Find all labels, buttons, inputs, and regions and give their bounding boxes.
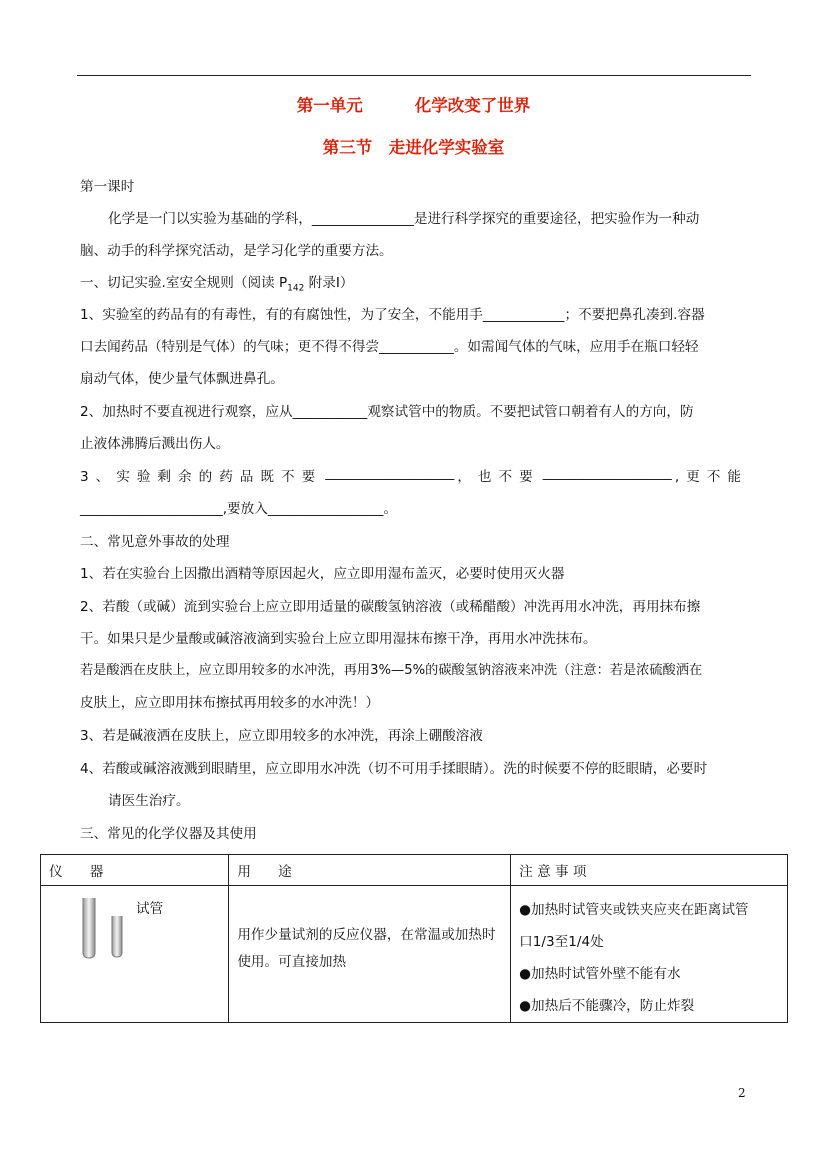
note-item: ●加热时试管夹或铁夹应夹在距离试管 bbox=[519, 902, 749, 918]
heading-text: 一、切记实验.室安全规则（阅读 P bbox=[80, 275, 288, 291]
instrument-cell bbox=[41, 886, 229, 1023]
table-header-row bbox=[41, 855, 788, 886]
fill-blank: _____________________ bbox=[80, 501, 223, 517]
accident-1: 1、若在实验台上因撒出酒精等原因起火，应立即用湿布盖灭，必要时使用灭火器 bbox=[80, 566, 565, 582]
header-notes bbox=[511, 855, 788, 886]
intro-text: 化学是一门以实验为基础的学科， bbox=[108, 211, 312, 227]
heading-text: 附录Ⅰ） bbox=[304, 275, 354, 291]
accident-acid-skin-line-1: 若是酸洒在皮肤上，应立即用较多的水冲洗，再用3%—5%的碳酸氢钠溶液来冲洗（注意：若是浓硫酸洒在 bbox=[80, 663, 703, 678]
rule-text: 。 bbox=[383, 501, 397, 517]
rule-2-line-1 bbox=[80, 400, 694, 420]
section2-heading: 二、常见意外事故的处理 bbox=[80, 534, 230, 550]
page-ref: 142 bbox=[287, 283, 305, 294]
accident-2-line-2: 干。如果只是少量酸或碱溶液滴到实验台上应立即用湿抹布擦干净，再用水冲洗抹布。 bbox=[80, 631, 597, 647]
instrument-table bbox=[40, 854, 788, 1023]
fill-blank: ____________ bbox=[482, 307, 565, 323]
test-tube-icon bbox=[67, 896, 127, 960]
rule-text: ,更不能 bbox=[674, 469, 748, 485]
rule-text: 口去闻药品（特别是气体）的气味；更不得不得尝 bbox=[80, 339, 380, 355]
usage-cell bbox=[229, 886, 511, 1023]
intro-line-2: 脑、动手的科学探究活动，是学习化学的重要方法。 bbox=[80, 243, 393, 259]
intro-text: 是进行科学探究的重要途径，把实验作为一种动 bbox=[413, 211, 700, 227]
fill-blank: ___________________ bbox=[325, 465, 455, 481]
rule-1-line-2 bbox=[80, 335, 699, 355]
accident-2-line-1: 2、若酸（或碱）流到实验台上应立即用适量的碳酸氢钠溶液（或稀醋酸）冲洗再用水冲洗，再用抹布擦 bbox=[80, 599, 701, 615]
rule-3-line-1 bbox=[80, 465, 748, 485]
unit-name: 化学改变了世界 bbox=[414, 96, 531, 115]
header-label: 用 途 bbox=[237, 864, 292, 880]
page-number: 2 bbox=[738, 1086, 746, 1100]
notes-cell bbox=[511, 886, 788, 1023]
rule-3-line-2 bbox=[80, 497, 397, 517]
rule-text: 1、实验室的药品有的有毒性，有的有腐蚀性，为了安全，不能用手 bbox=[80, 307, 483, 323]
rule-1-line-1 bbox=[80, 303, 705, 323]
rule-text: 3、实验剩余的药品既不要 bbox=[80, 469, 323, 485]
accident-4-line-1: 4、若酸或碱溶液溅到眼睛里，应立即用水冲洗（切不可用手揉眼睛）。洗的时候要不停的眨眼睛，必要时 bbox=[80, 761, 708, 777]
usage-text: 用作少量试剂的反应仪器，在常温或加热时使用。可直接加热 bbox=[237, 927, 496, 970]
intro-line-1 bbox=[108, 207, 699, 227]
fill-blank: _________________ bbox=[267, 501, 384, 517]
section3-heading: 三、常见的化学仪器及其使用 bbox=[80, 826, 257, 842]
rule-text: ,要放入 bbox=[222, 501, 268, 517]
header-label: 仪 器 bbox=[49, 864, 104, 880]
rule-2-line-2: 止液体沸腾后溅出伤人。 bbox=[80, 436, 230, 452]
note-item: 口1/3至1/4处 bbox=[519, 934, 604, 950]
rule-text: 观察试管中的物质。不要把试管口朝着有人的方向，防 bbox=[367, 404, 694, 420]
table-row bbox=[41, 886, 788, 1023]
header-label: 注 意 事 项 bbox=[519, 864, 587, 880]
accident-4-line-2: 请医生治疗。 bbox=[108, 793, 190, 809]
fill-blank: ___________ bbox=[379, 339, 454, 355]
section-title: 第三节 走进化学实验室 bbox=[322, 138, 505, 157]
section1-heading bbox=[80, 271, 353, 294]
accident-acid-skin-line-2: 皮肤上，应立即用抹布擦拭再用较多的水冲洗！） bbox=[80, 695, 380, 711]
unit-title bbox=[0, 92, 827, 116]
rule-text: ，也不要 bbox=[457, 469, 540, 485]
instrument-name: 试管 bbox=[136, 901, 164, 917]
header-usage bbox=[229, 855, 511, 886]
fill-blank: ___________ bbox=[292, 404, 368, 420]
fill-blank: _______________ bbox=[311, 211, 414, 227]
lesson-label: 第一课时 bbox=[80, 179, 135, 195]
fill-blank: ___________________ bbox=[542, 465, 672, 481]
note-item: ●加热后不能骤冷，防止炸裂 bbox=[519, 998, 695, 1014]
header-instrument bbox=[41, 855, 229, 886]
rule-text: 2、加热时不要直视进行观察，应从 bbox=[80, 404, 293, 420]
rule-text: 。如需闻气体的气味，应用手在瓶口轻轻 bbox=[453, 339, 699, 355]
header-rule bbox=[77, 75, 751, 76]
rule-text: ；不要把鼻孔凑到.容器 bbox=[564, 307, 705, 323]
unit-number: 第一单元 bbox=[296, 96, 363, 115]
accident-3: 3、若是碱液洒在皮肤上，应立即用较多的水冲洗，再涂上硼酸溶液 bbox=[80, 728, 483, 744]
rule-1-line-3: 扇动气体，使少量气体飘进鼻孔。 bbox=[80, 371, 284, 387]
note-item: ●加热时试管外壁不能有水 bbox=[519, 966, 681, 982]
